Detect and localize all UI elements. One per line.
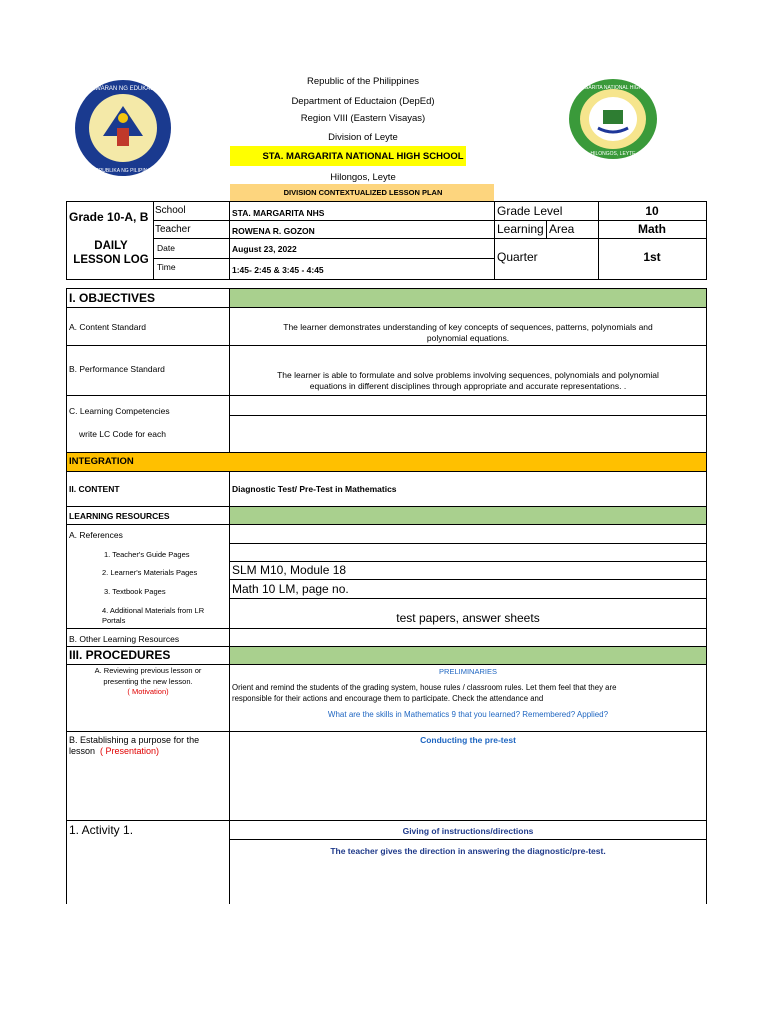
learning-area-label-1: Learning [497,222,544,236]
date-value: August 23, 2022 [232,244,297,254]
header-department: Department of Eductaion (DepEd) [291,96,435,107]
learning-area-value: Math [638,222,666,236]
school-seal-text: STA. MARGARITA NATIONAL HIGH SCHOOL [561,85,665,91]
tb-value: Math 10 LM, page no. [232,582,349,596]
other-resources-label: B. Other Learning Resources [69,634,180,644]
integration-label: INTEGRATION [69,456,134,467]
preliminaries: PRELIMINARIES [439,667,497,676]
proc-b-label-1: B. Establishing a purpose for the [69,735,200,745]
school-banner: STA. MARGARITA NATIONAL HIGH SCHOOL [262,151,464,162]
content-label: II. CONTENT [69,484,120,494]
lm-label: 2. Learner's Materials Pages [102,568,198,577]
time-value: 1:45- 2:45 & 3:45 - 4:45 [232,265,324,275]
content-value: Diagnostic Test/ Pre-Test in Mathematics [232,484,397,494]
performance-standard-text-1: The learner is able to formulate and solve problems involving sequences, polynomials and polynomial [277,370,659,380]
procedures-green-bar [229,646,707,665]
quarter-label: Quarter [497,250,538,264]
plan-banner: DIVISION CONTEXTUALIZED LESSON PLAN [283,188,443,197]
quarter-value: 1st [643,250,661,264]
pretest-text: Conducting the pre-test [420,735,516,745]
lc-code-label: write LC Code for each [79,429,166,439]
content-standard-label: A. Content Standard [69,322,147,332]
log-title-1: DAILY [94,240,128,252]
school-value: STA. MARGARITA NHS [232,208,325,218]
grade-level-value: 10 [645,204,659,218]
proc-a-label-2: presenting the new lesson. [103,677,193,686]
school-seal [561,78,665,160]
performance-standard-text-2: equations in different disciplines through appropriate and accurate representations. . [309,381,627,391]
additional-label-2: Portals [102,616,126,625]
learning-area-label-2: Area [549,222,575,236]
header-region: Region VIII (Eastern Visayas) [300,113,426,124]
lm-value: SLM M10, Module 18 [232,563,347,577]
competencies-label: C. Learning Competencies [69,406,170,416]
instructions-text: Giving of instructions/directions [402,826,534,836]
additional-label-1: 4. Additional Materials from LR [102,606,205,615]
tb-label: 3. Textbook Pages [104,587,166,596]
date-label: Date [157,243,175,253]
proc-b-label-2: lesson [69,746,96,756]
orient-text-2: responsible for their actions and encourage them to participate. Check the attendance and [232,694,544,703]
grade-section: Grade 10-A, B [69,210,149,224]
resources-heading: LEARNING RESOURCES [69,511,170,521]
additional-value: test papers, answer sheets [396,611,540,625]
proc-a-label-1: A. Reviewing previous lesson or [94,666,202,675]
objectives-heading: I. OBJECTIVES [69,291,156,305]
log-title-2: LESSON LOG [73,254,149,266]
performance-standard-label: B. Performance Standard [69,364,165,374]
header-republic: Republic of the Philippines [307,76,419,87]
integration-bar [66,452,707,472]
skills-question: What are the skills in Mathematics 9 that you learned? Remembered? Applied? [327,710,609,719]
teacher-value: ROWENA R. GOZON [232,226,315,236]
grade-level-label: Grade Level [497,204,563,218]
school-label: School [155,205,186,216]
procedures-heading: III. PROCEDURES [69,648,171,662]
header-division: Division of Leyte [328,132,398,143]
resources-green-bar [229,506,707,525]
teacher-label: Teacher [155,224,191,235]
content-standard-text-1: The learner demonstrates understanding of key concepts of sequences, patterns, polynomials and [283,322,653,332]
references-label: A. References [69,530,123,540]
deped-seal [73,78,173,178]
time-label: Time [157,262,176,272]
activity-label: 1. Activity 1. [69,823,134,837]
school-seal-subtext: HILONGOS, LEYTE [590,151,636,157]
deped-seal-text: KAGAWARAN NG EDUKASYON [78,86,168,92]
proc-a-motivation: ( Motivation) [127,687,169,696]
direction-text: The teacher gives the direction in answering the diagnostic/pre-test. [330,846,606,856]
orient-text-1: Orient and remind the students of the grading system, house rules / classroom rules. Let them feel that they are [232,683,617,692]
header-location: Hilongos, Leyte [330,172,396,183]
proc-b-presentation: ( Presentation) [100,746,160,756]
tg-label: 1. Teacher's Guide Pages [104,550,190,559]
content-standard-text-2: polynomial equations. [426,333,510,343]
deped-seal-subtext: REPUBLIKA NG PILIPINAS [92,168,154,174]
objectives-green-bar [229,288,707,308]
